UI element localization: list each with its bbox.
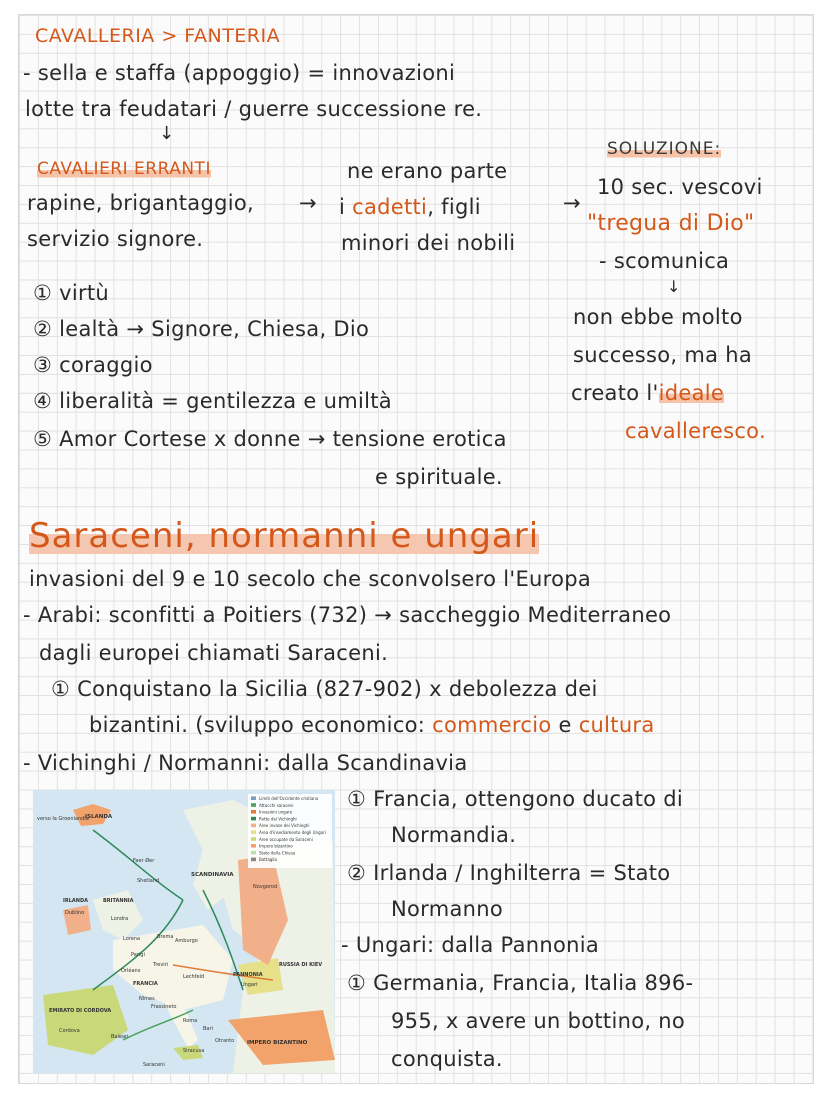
note-line: cavalleresco.	[625, 419, 766, 443]
note-line: lotte tra feudatari / guerre successione re.	[25, 97, 483, 121]
arrow-right-icon: →	[563, 191, 581, 215]
map-label: Cordova	[59, 1028, 80, 1034]
note-line: non ebbe molto	[573, 305, 743, 329]
legend-swatch	[251, 824, 256, 828]
note-line: Normandia.	[391, 823, 517, 847]
map-label: Lechfeld	[183, 974, 205, 980]
soluzione-title: SOLUZIONE:	[607, 139, 722, 159]
note-line: - sella e staffa (appoggio) = innovazioni	[23, 61, 456, 85]
map-label: Otranto	[215, 1038, 235, 1044]
map-label: Nîmes	[139, 996, 155, 1002]
virtue-item: ① virtù	[33, 281, 110, 305]
map-label: Orléans	[121, 968, 141, 974]
note-line: bizantini. (sviluppo economico: commercio e cultura	[89, 713, 655, 737]
note-line: - Vichinghi / Normanni: dalla Scandinavia	[23, 751, 468, 775]
note-line: invasioni del 9 e 10 secolo che sconvolsero l'Europa	[29, 567, 592, 591]
map-label: ISLANDA	[85, 814, 113, 820]
note-line: minori dei nobili	[341, 231, 516, 255]
note-line: i cadetti, figli	[339, 195, 481, 219]
legend-label: Aree invase dei Vichinghi	[259, 823, 310, 829]
map-label: PANNONIA	[233, 972, 263, 978]
map-label: verso la Groenlandia	[37, 816, 89, 822]
note-line: ne erano parte	[347, 159, 508, 183]
legend-label: Impero bizantino	[259, 843, 293, 849]
legend-label: Limiti dell'Occidente cristiano	[259, 796, 319, 801]
note-line: - Arabi: sconfitti a Poitiers (732) → saccheggio Mediterraneo	[23, 603, 672, 627]
note-line: ① Conquistano la Sicilia (827-902) x debolezza dei	[51, 677, 598, 701]
map-label: Bari	[203, 1026, 213, 1032]
map-label: Londra	[111, 916, 129, 922]
legend-label: Attacchi saraceni	[259, 802, 294, 808]
arrow-down-icon: ↓	[159, 123, 175, 144]
note-line: servizio signore.	[27, 227, 204, 251]
virtue-item: e spirituale.	[375, 465, 503, 489]
map-label: Brema	[157, 934, 174, 940]
legend-swatch	[251, 830, 256, 834]
legend-label: Invasioni ungare	[259, 809, 293, 815]
legend-swatch	[251, 837, 256, 841]
tregua-di-dio: "tregua di Dio"	[587, 211, 755, 236]
note-line: 10 sec. vescovi	[597, 175, 763, 199]
virtue-item: ④ liberalità = gentilezza e umiltà	[33, 389, 392, 413]
note-line: - scomunica	[599, 249, 730, 273]
note-line: ① Germania, Francia, Italia 896-	[347, 971, 694, 995]
notebook-page	[18, 14, 814, 1084]
legend-label: Rotte dei Vichinghi	[259, 816, 297, 822]
map-label: Parigi	[131, 952, 145, 958]
map-label: SCANDINAVIA	[191, 872, 234, 878]
legend-label: Area d'insediamento degli Ungari	[259, 830, 326, 835]
map-label: Lorena	[123, 936, 141, 942]
legend-swatch	[251, 796, 256, 800]
virtue-item: ② lealtà → Signore, Chiesa, Dio	[33, 317, 370, 341]
note-line: ② Irlanda / Inghilterra = Stato	[347, 861, 671, 885]
arrow-down-icon: ↓	[667, 277, 681, 296]
legend-label: Stato della Chiesa	[259, 850, 296, 856]
legend-swatch	[251, 844, 256, 848]
map-label: RUSSIA DI KIEV	[279, 962, 323, 968]
map-label: Frassineto	[151, 1004, 177, 1010]
map-label: Ungari	[241, 982, 258, 988]
arrow-right-icon: →	[299, 191, 317, 215]
map-label: BRITANNIA	[103, 898, 134, 904]
note-line: creato l'ideale	[571, 381, 725, 405]
note-line: 955, x avere un bottino, no	[391, 1009, 686, 1033]
legend-label: Aree occupate da Saraceni	[259, 836, 313, 842]
map-label: Baleari	[111, 1034, 129, 1040]
legend-swatch	[251, 851, 256, 855]
legend-label: Battaglia	[259, 857, 277, 863]
map-label: IRLANDA	[63, 898, 88, 904]
map-label: Roma	[183, 1018, 198, 1024]
map-label: Siracusa	[183, 1048, 205, 1054]
note-line: dagli europei chiamati Saraceni.	[39, 641, 389, 665]
virtue-item: ③ coraggio	[33, 353, 153, 377]
map-label: Amburgo	[175, 938, 198, 944]
legend-swatch	[251, 817, 256, 821]
map-label: Novgorod	[253, 884, 278, 890]
map-label: EMIRATO DI CORDOVA	[49, 1008, 112, 1014]
invasions-map	[33, 790, 335, 1073]
map-label: Faer Øer	[133, 858, 155, 864]
note-line: rapine, brigantaggio,	[27, 191, 254, 215]
virtue-item: ⑤ Amor Cortese x donne → tensione erotica	[33, 427, 507, 451]
map-label: Shetland	[137, 878, 160, 884]
map-label: FRANCIA	[133, 981, 158, 987]
legend-swatch	[251, 810, 256, 814]
note-line: Normanno	[391, 897, 504, 921]
section-title: Saraceni, normanni e ungari	[29, 516, 540, 556]
note-line: conquista.	[391, 1047, 503, 1071]
map-label: Dublino	[65, 910, 85, 916]
note-line: successo, ma ha	[573, 343, 753, 367]
cavalleria-title: CAVALLERIA > FANTERIA	[35, 25, 281, 47]
legend-swatch	[251, 803, 256, 807]
map-label: Saraceni	[143, 1062, 165, 1068]
note-line: ① Francia, ottengono ducato di	[347, 787, 683, 811]
map-label: Treviri	[153, 962, 169, 968]
note-line: - Ungari: dalla Pannonia	[341, 933, 600, 957]
cavalieri-erranti-title: CAVALIERI ERRANTI	[37, 159, 211, 179]
legend-swatch	[251, 858, 256, 862]
map-label: IMPERO BIZANTINO	[247, 1040, 308, 1046]
